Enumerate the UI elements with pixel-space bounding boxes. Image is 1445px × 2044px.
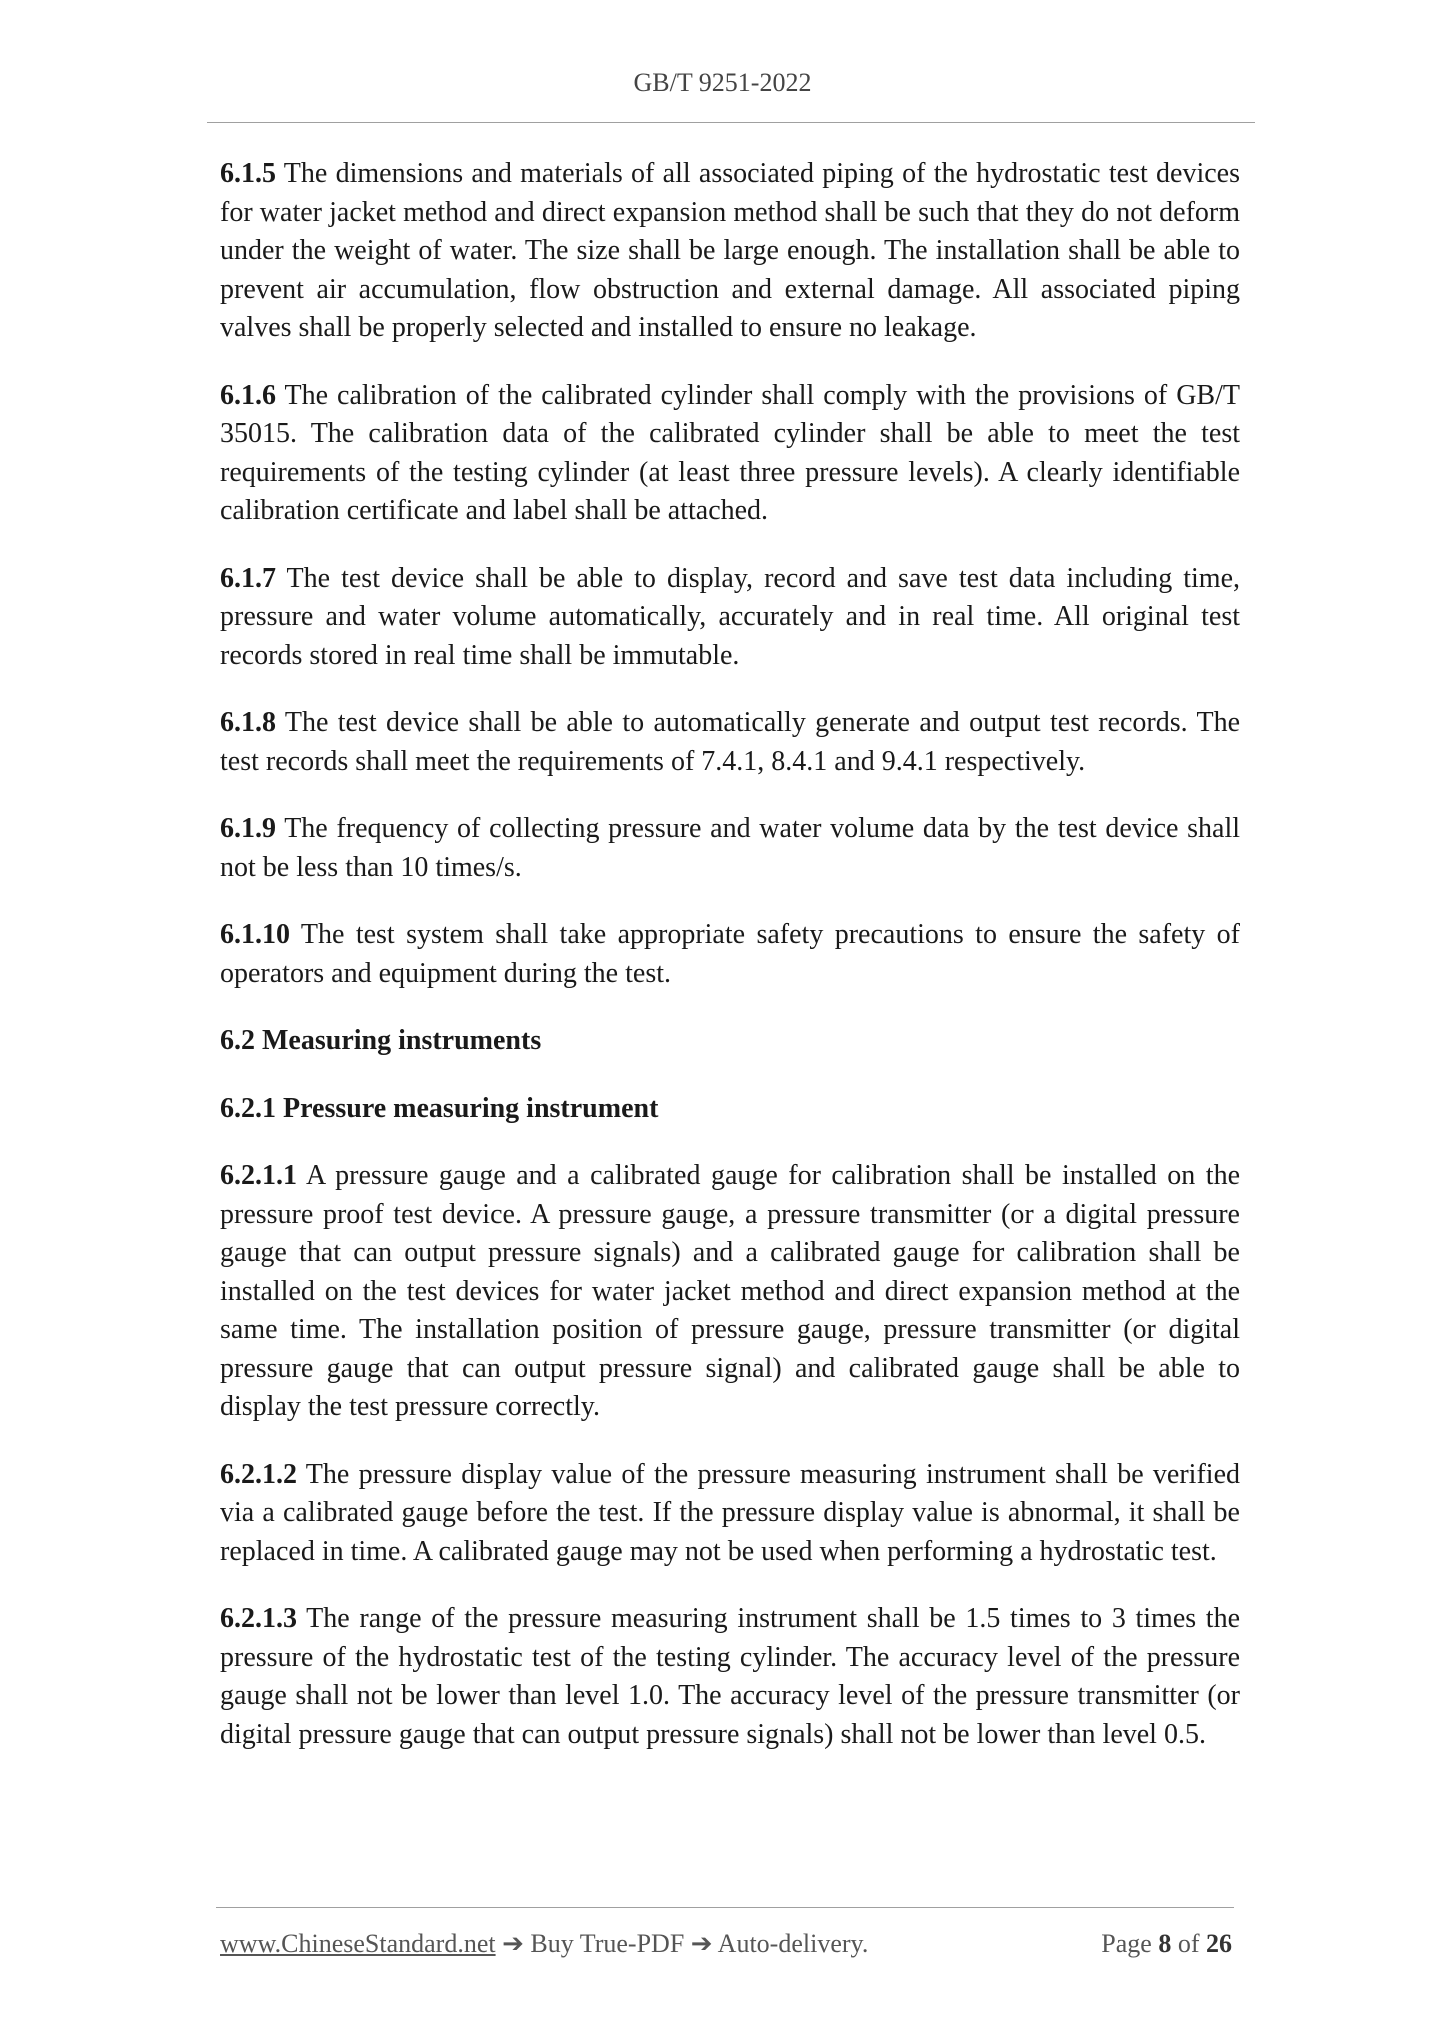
page-content: [220, 155, 1240, 1783]
clause-text: A pressure gauge and a calibrated gauge for calibration shall be installed on the pressure proof test device. A pressure gauge, a pressure transmitter (or a digital pressure gauge that can output pressure signals) and a calibrated gauge for calibration shall be installed on the test devices for water jacket method and direct expansion method at the same time. The installation position of pressure gauge, pressure transmitter (or digital pressure gauge that can output pressure signal) and calibrated gauge shall be able to display the test pressure correctly.: [220, 1160, 1240, 1422]
clause-number: 6.1.5: [220, 158, 276, 189]
clause-6-1-10: [220, 916, 1240, 993]
arrow-right-icon: ➔: [502, 1929, 524, 1958]
document-id-header: GB/T 9251-2022: [633, 68, 812, 97]
footer-divider: [216, 1907, 1234, 1908]
clause-number: 6.2.1.3: [220, 1603, 297, 1634]
footer-promo: [220, 1929, 868, 1959]
total-pages-number: 26: [1206, 1929, 1232, 1958]
clause-6-1-8: [220, 704, 1240, 781]
clause-6-1-5: [220, 155, 1240, 348]
clause-number: 6.1.9: [220, 813, 276, 844]
clause-6-2-1-1: [220, 1157, 1240, 1427]
clause-6-1-9: [220, 810, 1240, 887]
clause-number: 6.2.1.1: [220, 1160, 297, 1191]
clause-text: The pressure display value of the pressure measuring instrument shall be verified via a calibrated gauge before the test. If the pressure display value is abnormal, it shall be replaced in time. A calibrated gauge may not be used when performing a hydrostatic test.: [220, 1458, 1240, 1567]
clause-number: 6.1.8: [220, 707, 276, 738]
clause-number: 6.2.1.2: [220, 1458, 297, 1490]
clause-text: The test device shall be able to display, record and save test data including time, pressure and water volume automatically, accurately and in real time. All original test records stored in real time shall be immutable.: [220, 562, 1240, 671]
buy-true-pdf-text: Buy True-PDF: [530, 1929, 685, 1958]
page-footer: [220, 1929, 1232, 1959]
clause-number: 6.1.6: [220, 379, 276, 411]
clause-text: The frequency of collecting pressure and water volume data by the test device shall not be less than 10 times/s.: [220, 813, 1241, 883]
clause-6-1-7: [220, 560, 1240, 676]
clause-text: The dimensions and materials of all associated piping of the hydrostatic test devices for water jacket method and direct expansion method shall be such that they do not deform under the weight of water. The size shall be large enough. The installation shall be able to prevent air accumulation, flow obstruction and external damage. All associated piping valves shall be properly selected and installed to ensure no leakage.: [220, 158, 1240, 343]
current-page-number: 8: [1158, 1929, 1172, 1958]
header-divider: [207, 122, 1255, 123]
clause-number: 6.1.10: [220, 919, 290, 950]
clause-text: The calibration of the calibrated cylinder shall comply with the provisions of GB/T 35015. The calibration data of the calibrated cylinder shall be able to meet the test requirements of the testing cylinder (at least three pressure levels). A clearly identifiable calibration certificate and label shall be attached.: [220, 379, 1240, 526]
of-label: of: [1177, 1929, 1200, 1958]
auto-delivery-text: Auto-delivery.: [717, 1929, 869, 1958]
section-heading-6-2-1: 6.2.1 Pressure measuring instrument: [220, 1092, 659, 1124]
clause-6-2-1-2: [220, 1456, 1240, 1572]
page-indicator: [1101, 1929, 1232, 1959]
clause-text: The range of the pressure measuring instrument shall be 1.5 times to 3 times the pressure of the hydrostatic test of the testing cylinder. The accuracy level of the pressure gauge shall not be lower than level 1.0. The accuracy level of the pressure transmitter (or digital pressure gauge that can output pressure signals) shall not be lower than level 0.5.: [220, 1603, 1241, 1750]
clause-6-1-6: [220, 377, 1240, 531]
section-heading-6-2: 6.2 Measuring instruments: [220, 1025, 542, 1056]
page-label: Page: [1101, 1929, 1152, 1958]
clause-6-2-1-3: [220, 1600, 1240, 1754]
clause-text: The test device shall be able to automatically generate and output test records. The test records shall meet the requirements of 7.4.1, 8.4.1 and 9.4.1 respectively.: [220, 707, 1240, 777]
clause-text: The test system shall take appropriate safety precautions to ensure the safety of operators and equipment during the test.: [220, 919, 1240, 989]
arrow-right-icon: ➔: [690, 1929, 713, 1958]
chinese-standard-link[interactable]: www.ChineseStandard.net: [220, 1929, 496, 1958]
clause-number: 6.1.7: [220, 562, 276, 594]
